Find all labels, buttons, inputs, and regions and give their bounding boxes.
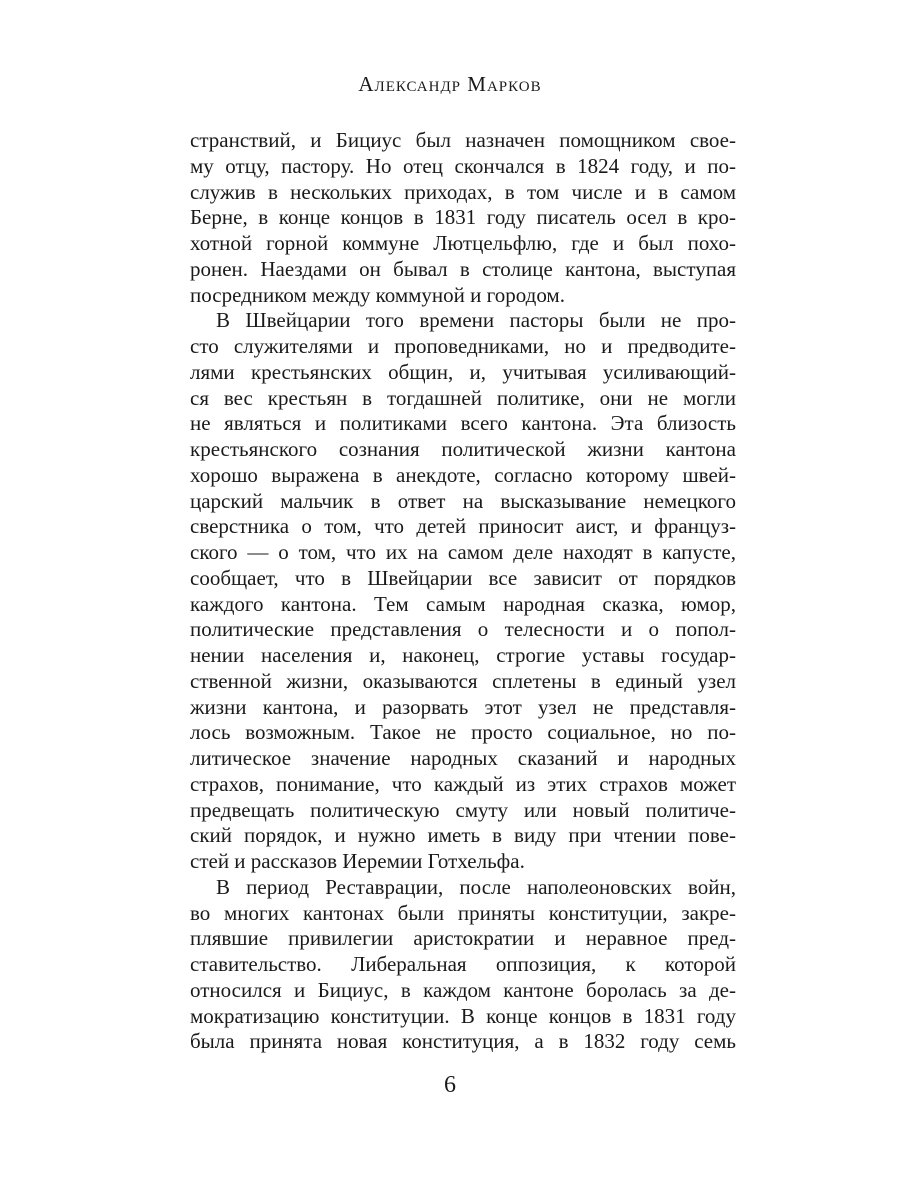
text-line: царский мальчик в ответ на высказывание немецкого xyxy=(190,488,736,513)
text-line: лось возможным. Такое не просто социальное, но по- xyxy=(190,720,736,745)
text-line: политические представления о телесности и о попол- xyxy=(190,617,736,642)
text-line: каждого кантона. Тем самым народная сказка, юмор, xyxy=(190,591,736,616)
text-line: сверстника о том, что детей приносит аист, и француз- xyxy=(190,514,736,539)
text-line: ского — о том, что их на самом деле находят в капусте, xyxy=(190,540,736,564)
text-line: была принята новая конституция, а в 1832 году семь xyxy=(190,1029,736,1054)
text-line: хорошо выражена в анекдоте, согласно которому швей- xyxy=(190,462,736,487)
text-line: мократизацию конституции. В конце концов в 1831 году xyxy=(190,1003,736,1028)
text-line: ственной жизни, оказываются сплетены в единый узел xyxy=(190,668,736,693)
text-line: во многих кантонах были приняты конституции, закре- xyxy=(190,900,736,925)
text-line: литическое значение народных сказаний и народных xyxy=(190,746,736,770)
body-text xyxy=(190,128,736,1055)
text-line: хотной горной коммуне Лютцельфлю, где и был похо- xyxy=(190,231,736,255)
text-line: не являться и политиками всего кантона. Эта близость xyxy=(190,411,736,436)
text-line: нении населения и, наконец, строгие уставы государ- xyxy=(190,643,736,667)
text-line: В Швейцарии того времени пасторы были не про- xyxy=(216,308,736,333)
text-line: ский порядок, и нужно иметь в виду при чтении пове- xyxy=(190,823,736,848)
text-line: относился и Бициус, в каждом кантоне боролась за де- xyxy=(190,977,736,1002)
text-line: лями крестьянских общин, и, учитывая усиливающий- xyxy=(190,359,736,384)
text-line: ся вес крестьян в тогдашней политике, они не могли xyxy=(190,385,736,410)
text-line: Берне, в конце концов в 1831 году писатель осел в кро- xyxy=(190,205,736,230)
text-line: стей и рассказов Иеремии Готхельфа. xyxy=(190,849,525,873)
text-line: посредником между коммуной и городом. xyxy=(190,282,565,307)
text-line: сто служителями и проповедниками, но и предводите- xyxy=(190,334,736,358)
text-line: предвещать политическую смуту или новый политиче- xyxy=(190,797,736,822)
text-line: В период Реставрации, после наполеоновских войн, xyxy=(216,874,736,899)
text-line: сообщает, что в Швейцарии все зависит от порядков xyxy=(190,565,736,590)
text-line: му отцу, пастору. Но отец скончался в 1824 году, и по- xyxy=(190,153,736,178)
page-number: 6 xyxy=(444,1072,456,1098)
text-line: служив в нескольких приходах, в том числе и в самом xyxy=(190,179,736,204)
text-line: страхов, понимание, что каждый из этих страхов может xyxy=(190,771,736,796)
text-line: странствий, и Бициус был назначен помощником свое- xyxy=(190,128,736,152)
text-line: крестьянского сознания политической жизни кантона xyxy=(190,437,736,461)
text-line: ставительство. Либеральная оппозиция, к которой xyxy=(190,952,736,976)
text-line: плявшие привилегии аристократии и неравное пред- xyxy=(190,926,736,951)
text-line: жизни кантона, и разорвать этот узел не представля- xyxy=(190,694,736,719)
running-head-author: Александр Марков xyxy=(358,72,542,96)
text-line: ронен. Наездами он бывал в столице кантона, выступая xyxy=(190,256,736,281)
